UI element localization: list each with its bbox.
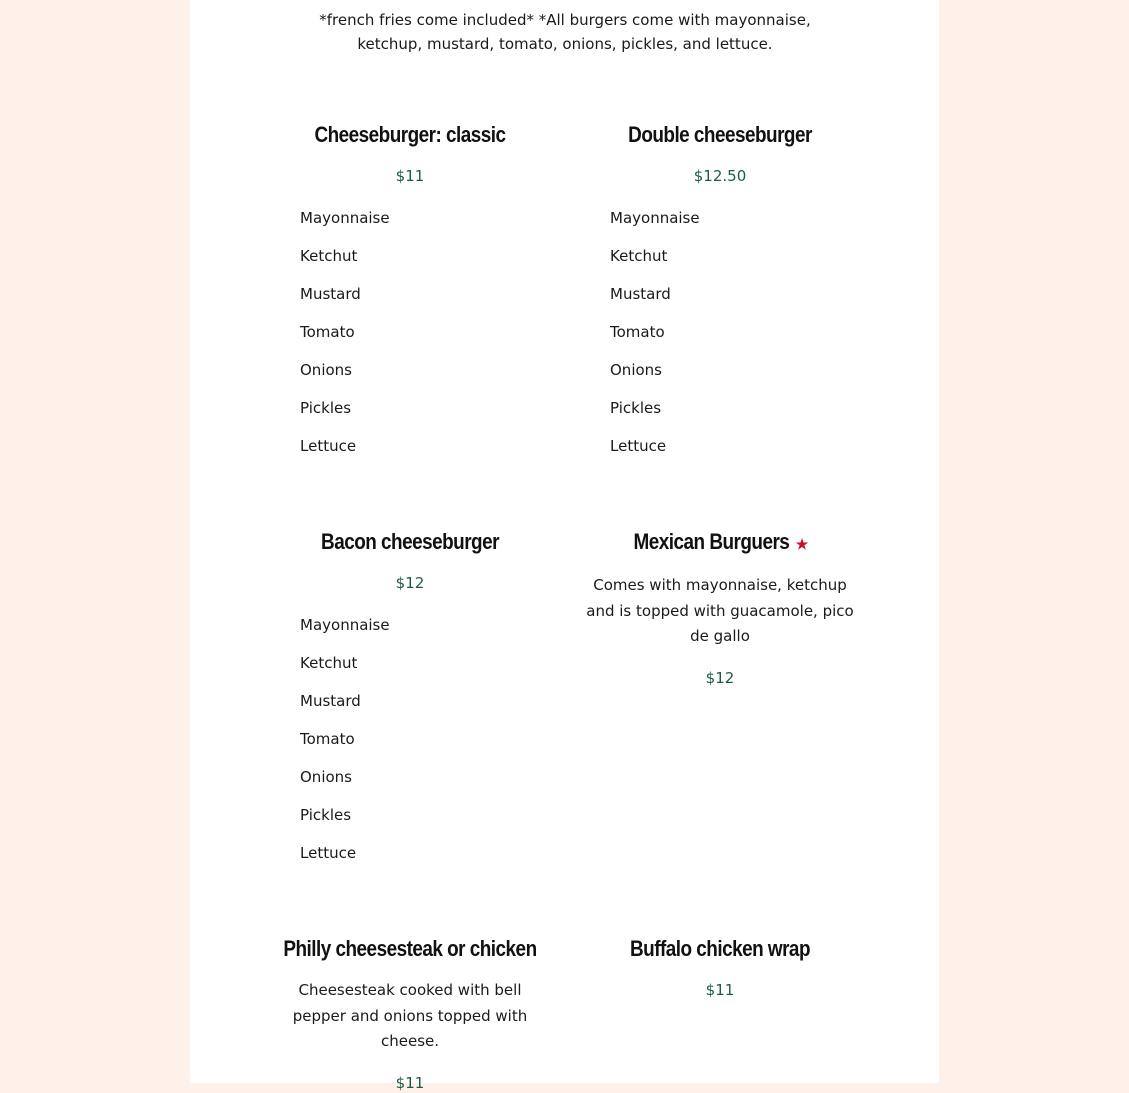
ingredient-item: Onions xyxy=(610,361,662,379)
ingredient-item: Pickles xyxy=(300,806,352,824)
ingredient-item: Tomato xyxy=(300,323,355,341)
ingredient-list xyxy=(260,208,560,474)
ingredient-item: Ketchut xyxy=(300,654,358,672)
item-price: $11 xyxy=(395,1073,425,1092)
menu-page xyxy=(190,0,939,1092)
item-price: $11 xyxy=(395,167,425,185)
item-title-text: Mexican Burguers xyxy=(633,529,790,554)
ingredient-item: Onions xyxy=(300,361,352,379)
ingredient-list xyxy=(570,208,870,474)
item-title: Buffalo chicken wrap xyxy=(630,936,810,961)
menu-item-mexican-burguers xyxy=(570,527,870,688)
ingredient-item: Onions xyxy=(300,768,352,786)
menu-item-bacon-cheeseburger xyxy=(260,527,560,881)
item-price: $12.50 xyxy=(693,167,747,185)
item-price: $12 xyxy=(705,668,735,687)
ingredient-item: Lettuce xyxy=(610,437,667,455)
ingredient-item: Tomato xyxy=(300,730,355,748)
star-icon: ★ xyxy=(795,536,808,552)
item-title xyxy=(591,527,849,559)
menu-item-philly-cheesesteak xyxy=(260,934,560,1093)
ingredient-item: Mustard xyxy=(610,285,671,303)
ingredient-item: Ketchut xyxy=(300,247,358,265)
item-description: Comes with mayonnaise, ketchup and is topped with guacamole, pico de gallo xyxy=(586,576,854,645)
item-price: $11 xyxy=(705,981,735,999)
ingredient-item: Ketchut xyxy=(610,247,668,265)
ingredient-item: Mustard xyxy=(300,692,361,710)
ingredient-item: Lettuce xyxy=(300,437,357,455)
item-price: $12 xyxy=(395,574,425,592)
ingredient-item: Mayonnaise xyxy=(610,209,700,227)
ingredient-list xyxy=(260,615,560,881)
ingredient-item: Mayonnaise xyxy=(300,209,390,227)
item-title: Bacon cheeseburger xyxy=(321,529,499,554)
menu-item-buffalo-chicken-wrap xyxy=(570,934,870,1000)
menu-item-double-cheeseburger xyxy=(570,120,870,474)
ingredient-item: Pickles xyxy=(300,399,352,417)
item-title: Cheeseburger: classic xyxy=(314,122,506,147)
item-title: Philly cheesesteak or chicken xyxy=(283,936,537,961)
menu-intro-note: *french fries come included* *All burgers come with mayonnaise, ketchup, mustard, tomato, onions, pickles, and lettuce. xyxy=(319,11,811,53)
ingredient-item: Pickles xyxy=(610,399,662,417)
ingredient-item: Tomato xyxy=(610,323,665,341)
item-description: Cheesesteak cooked with bell pepper and onions topped with cheese. xyxy=(292,981,528,1050)
ingredient-item: Mayonnaise xyxy=(300,616,390,634)
menu-item-cheeseburger-classic xyxy=(260,120,560,474)
ingredient-item: Mustard xyxy=(300,285,361,303)
ingredient-item: Lettuce xyxy=(300,844,357,862)
item-title: Double cheeseburger xyxy=(628,122,812,147)
